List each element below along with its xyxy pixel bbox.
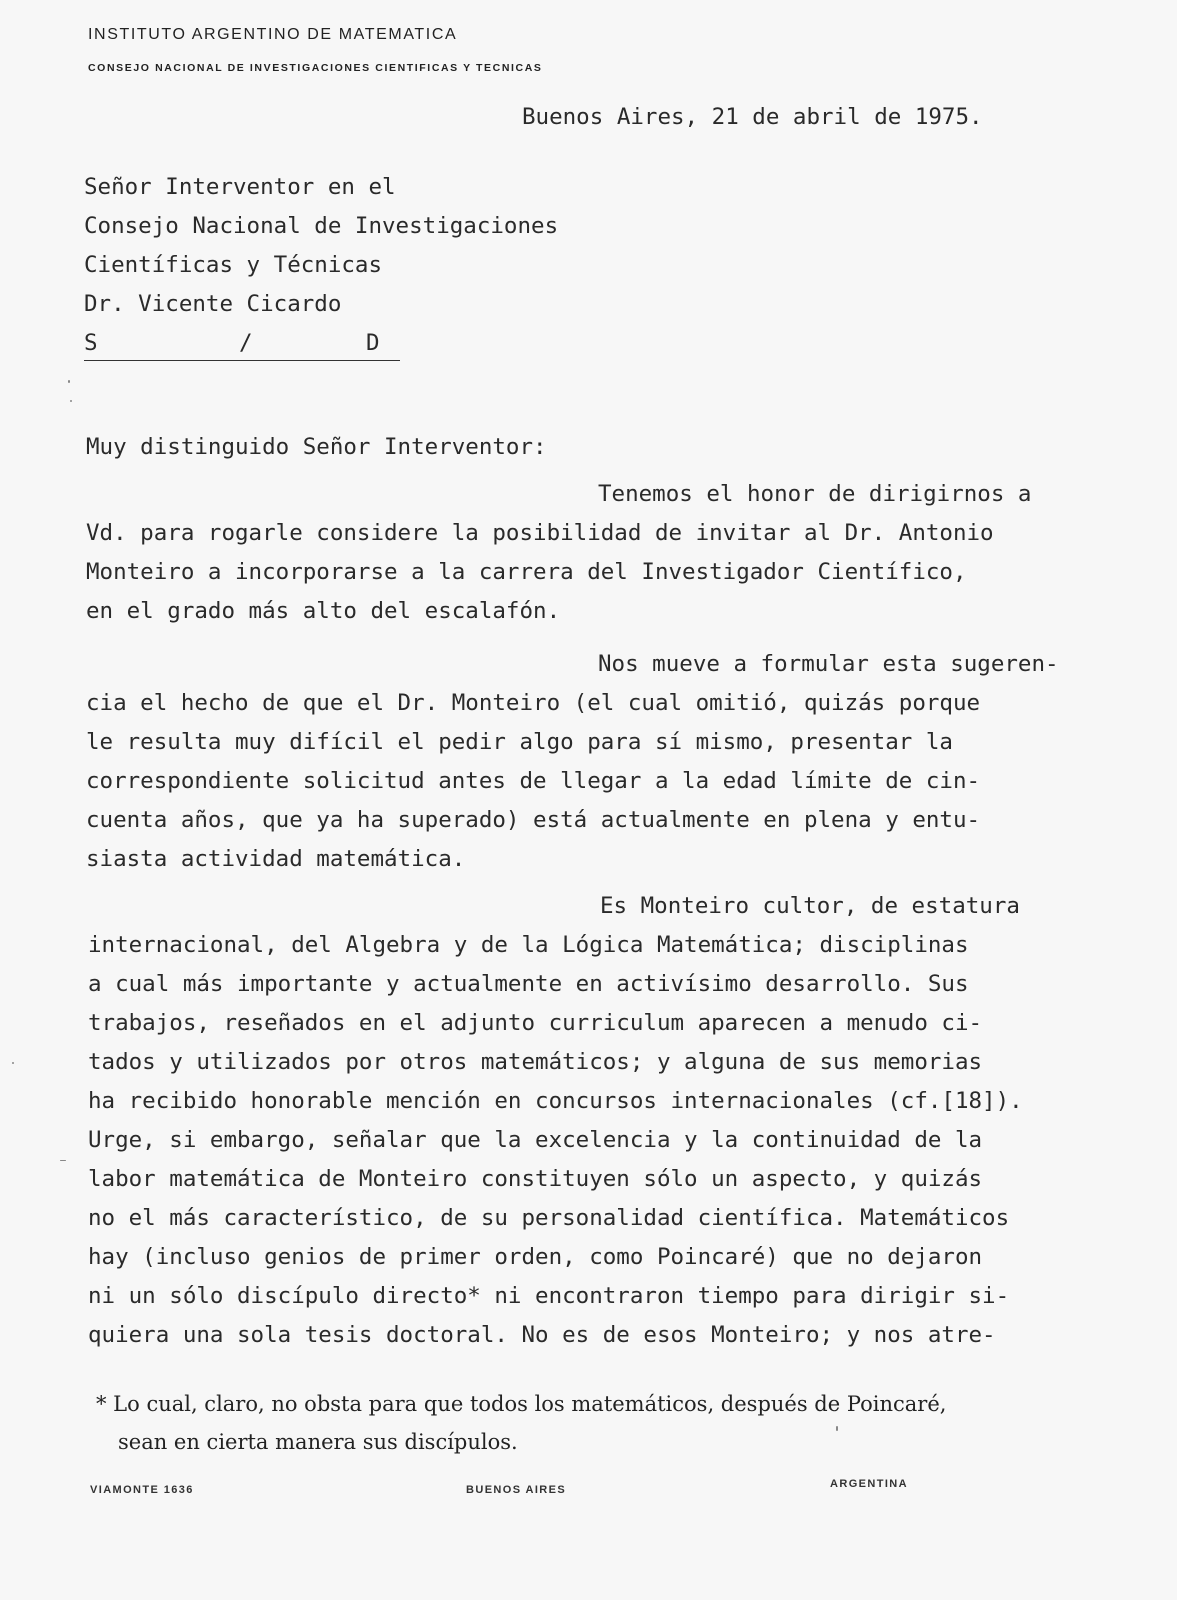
address-line: Dr. Vicente Cicardo (84, 291, 342, 317)
scan-speck (60, 1160, 66, 1161)
body-line: labor matemática de Monteiro constituyen sólo un aspecto, y quizás (88, 1166, 983, 1192)
footer-city: BUENOS AIRES (466, 1484, 567, 1496)
sd-line (84, 330, 400, 361)
sd-d: D (366, 330, 380, 356)
address-line: Consejo Nacional de Investigaciones (84, 213, 559, 239)
body-line: ni un sólo discípulo directo* ni encontraron tiempo para dirigir si- (88, 1283, 1010, 1309)
sd-s: S (84, 330, 98, 356)
body-line: tados y utilizados por otros matemáticos; y alguna de sus memorias (88, 1049, 983, 1075)
body-line: Es Monteiro cultor, de estatura (600, 893, 1020, 919)
footer-address: VIAMONTE 1636 (90, 1484, 194, 1496)
letterhead-title: INSTITUTO ARGENTINO DE MATEMATICA (88, 26, 458, 43)
scan-speck (836, 1426, 838, 1431)
body-line: le resulta muy difícil el pedir algo para sí mismo, presentar la (86, 729, 953, 755)
body-line: Nos mueve a formular esta sugeren- (598, 651, 1059, 677)
body-line: Vd. para rogarle considere la posibilidad de invitar al Dr. Antonio (86, 520, 994, 546)
body-line: cuenta años, que ya ha superado) está actualmente en plena y entu- (86, 807, 981, 833)
footnote-line: * Lo cual, claro, no obsta para que todos los matemáticos, después de Poincaré, (96, 1392, 947, 1416)
body-line: cia el hecho de que el Dr. Monteiro (el cual omitió, quizás porque (86, 690, 981, 716)
body-line: a cual más importante y actualmente en activísimo desarrollo. Sus (88, 971, 969, 997)
body-line: trabajos, reseñados en el adjunto curriculum aparecen a menudo ci- (88, 1010, 983, 1036)
body-line: Urge, si embargo, señalar que la excelencia y la continuidad de la (88, 1127, 983, 1153)
letter-date: Buenos Aires, 21 de abril de 1975. (522, 104, 983, 130)
body-line: Monteiro a incorporarse a la carrera del Investigador Científico, (86, 559, 967, 585)
footnote-line: sean en cierta manera sus discípulos. (118, 1430, 518, 1454)
body-line: Tenemos el honor de dirigirnos a (598, 481, 1032, 507)
body-line: en el grado más alto del escalafón. (86, 598, 561, 624)
scan-speck (12, 1062, 14, 1064)
address-line: Señor Interventor en el (84, 174, 396, 200)
body-line: hay (incluso genios de primer orden, como Poincaré) que no dejaron (88, 1244, 983, 1270)
body-line: correspondiente solicitud antes de llegar a la edad límite de cin- (86, 768, 981, 794)
body-line: no el más característico, de su personalidad científica. Matemáticos (88, 1205, 1010, 1231)
body-line: ha recibido honorable mención en concursos internacionales (cf.[18]). (88, 1088, 1023, 1114)
salutation: Muy distinguido Señor Interventor: (86, 434, 547, 460)
body-line: internacional, del Algebra y de la Lógica Matemática; disciplinas (88, 932, 969, 958)
scan-speck (68, 380, 70, 383)
body-line: quiera una sola tesis doctoral. No es de esos Monteiro; y nos atre- (88, 1322, 996, 1348)
address-line: Científicas y Técnicas (84, 252, 383, 278)
footer-country: ARGENTINA (830, 1478, 908, 1490)
body-line: siasta actividad matemática. (86, 846, 466, 872)
sd-slash: / (239, 330, 253, 356)
letterhead-subtitle: CONSEJO NACIONAL DE INVESTIGACIONES CIENTIFICAS Y TECNICAS (88, 62, 543, 74)
scan-speck (70, 400, 72, 402)
